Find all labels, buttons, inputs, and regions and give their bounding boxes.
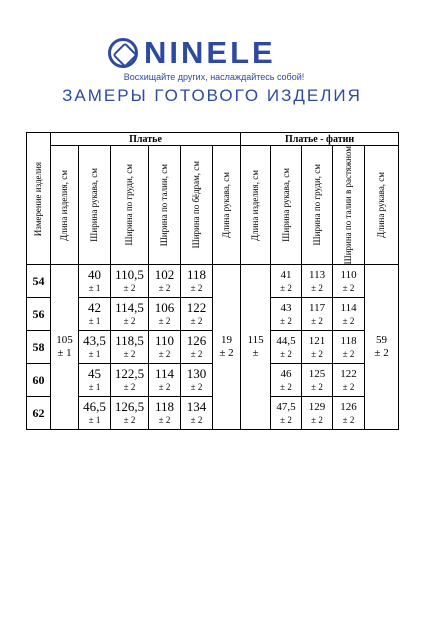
tulle-sleeve-length-cell-tolerance: ± 2 [374, 347, 389, 360]
tulle-sleeve-length-cell-value: 59 [376, 334, 388, 347]
cell-tolerance: ± 2 [311, 282, 323, 293]
column-header-label: Ширина по груди, см [311, 164, 322, 246]
group-dress-tulle: Платье - фатин [241, 133, 399, 146]
cell-tolerance: ± 1 [88, 382, 101, 393]
value-cell [111, 364, 149, 397]
cell-tolerance: ± 2 [158, 415, 171, 426]
value-cell [271, 364, 302, 397]
dress-length-cell-value: 105 [56, 334, 73, 347]
dress-length-cell [51, 265, 79, 430]
cell-value: 122 [186, 300, 207, 316]
cell-value: 130 [186, 366, 207, 382]
value-cell [271, 397, 302, 430]
column-header [181, 146, 213, 265]
size-cell: 62 [27, 397, 51, 430]
cell-tolerance: ± 2 [123, 382, 136, 393]
cell-value: 118 [154, 399, 175, 415]
cell-value: 47,5 [276, 400, 296, 413]
cell-tolerance: ± 2 [342, 282, 355, 293]
value-cell [181, 397, 213, 430]
value-cell [333, 265, 365, 298]
cell-tolerance: ± 2 [280, 381, 292, 392]
cell-value: 121 [308, 334, 326, 347]
size-cell: 60 [27, 364, 51, 397]
table-row [27, 265, 399, 298]
cell-tolerance: ± 2 [123, 316, 136, 327]
column-header [149, 146, 181, 265]
column-header-label: Ширина по талии, см [159, 164, 169, 247]
cell-value: 46,5 [83, 399, 106, 415]
cell-value: 44,5 [276, 334, 296, 347]
value-cell [333, 397, 365, 430]
cell-value: 125 [308, 367, 326, 380]
brand-name: NINELE [144, 35, 276, 70]
cell-tolerance: ± 2 [158, 349, 171, 360]
cell-tolerance: ± 2 [190, 283, 203, 294]
dress-length-cell-tolerance: ± 1 [57, 347, 72, 360]
value-cell [271, 265, 302, 298]
value-cell [111, 397, 149, 430]
value-cell [79, 331, 111, 364]
cell-value: 113 [308, 268, 326, 281]
column-header [51, 146, 79, 265]
dress-sleeve-length-cell-value: 19 [221, 334, 233, 347]
column-header-label: Ширина по бёдрам, см [191, 161, 201, 249]
column-header-label: Длина изделия, см [250, 169, 261, 241]
column-header [271, 146, 302, 265]
value-cell [111, 298, 149, 331]
value-cell [149, 397, 181, 430]
column-header [213, 146, 241, 265]
value-cell [111, 331, 149, 364]
column-header-label: Ширина рукава, см [280, 168, 291, 243]
value-cell [181, 265, 213, 298]
cell-value: 118 [340, 334, 357, 347]
tulle-length-cell-tolerance: ± [252, 347, 259, 360]
cell-tolerance: ± 2 [190, 316, 203, 327]
column-header-label: Длина рукава, см [376, 172, 387, 239]
column-header [302, 146, 333, 265]
cell-tolerance: ± 1 [88, 283, 101, 294]
cell-tolerance: ± 2 [158, 316, 171, 327]
cell-value: 102 [154, 267, 175, 283]
cell-value: 43 [280, 301, 292, 314]
column-header [111, 146, 149, 265]
cell-tolerance: ± 2 [280, 282, 292, 293]
ninele-logo-icon [108, 38, 138, 68]
cell-value: 41 [280, 268, 292, 281]
cell-tolerance: ± 2 [280, 315, 292, 326]
cell-tolerance: ± 2 [190, 349, 203, 360]
cell-tolerance: ± 2 [280, 414, 292, 425]
column-header-label: Ширина по груди, см [124, 164, 134, 246]
dress-sleeve-length-cell [213, 265, 241, 430]
value-cell [149, 298, 181, 331]
value-cell [149, 331, 181, 364]
cell-value: 110 [154, 333, 175, 349]
cell-value: 114 [154, 366, 175, 382]
cell-value: 129 [308, 400, 326, 413]
cell-tolerance: ± 2 [342, 315, 355, 326]
cell-tolerance: ± 2 [158, 382, 171, 393]
cell-tolerance: ± 2 [123, 283, 136, 294]
tulle-length-cell [241, 265, 271, 430]
size-header-cell [27, 133, 51, 265]
cell-value: 110 [340, 268, 357, 281]
cell-value: 122 [340, 367, 357, 380]
cell-tolerance: ± 2 [311, 348, 323, 359]
value-cell [79, 364, 111, 397]
cell-tolerance: ± 1 [88, 349, 101, 360]
dress-sleeve-length-cell-tolerance: ± 2 [219, 347, 234, 360]
cell-tolerance: ± 2 [342, 381, 355, 392]
value-cell [181, 364, 213, 397]
size-cell: 58 [27, 331, 51, 364]
column-header-label: Ширина по талии в растяжном [343, 146, 354, 265]
cell-tolerance: ± 2 [342, 414, 355, 425]
tulle-length-cell-value: 115 [247, 334, 264, 347]
cell-tolerance: ± 1 [88, 415, 101, 426]
value-cell [111, 265, 149, 298]
value-cell [181, 331, 213, 364]
cell-tolerance: ± 1 [88, 316, 101, 327]
size-cell: 54 [27, 265, 51, 298]
cell-value: 117 [308, 301, 326, 314]
group-dress: Платье [51, 133, 241, 146]
value-cell [79, 298, 111, 331]
column-header [333, 146, 365, 265]
cell-tolerance: ± 2 [123, 349, 136, 360]
value-cell [302, 331, 333, 364]
value-cell [149, 364, 181, 397]
value-cell [333, 364, 365, 397]
cell-tolerance: ± 2 [158, 283, 171, 294]
cell-tolerance: ± 2 [311, 381, 323, 392]
size-header: Измерение изделия [33, 161, 43, 236]
cell-value: 110,5 [115, 267, 144, 283]
value-cell [302, 298, 333, 331]
page-title: ЗАМЕРЫ ГОТОВОГО ИЗДЕЛИЯ [62, 86, 362, 105]
tulle-sleeve-length-cell [365, 265, 399, 430]
value-cell [302, 364, 333, 397]
column-header-label: Ширина рукава, см [89, 168, 99, 243]
column-header-label: Длина изделия, см [59, 169, 69, 241]
cell-value: 134 [186, 399, 207, 415]
cell-value: 46 [280, 367, 292, 380]
value-cell [302, 397, 333, 430]
value-cell [302, 265, 333, 298]
column-header [79, 146, 111, 265]
value-cell [79, 397, 111, 430]
column-header [241, 146, 271, 265]
cell-value: 106 [154, 300, 175, 316]
brand-slogan: Восхищайте других, наслаждайтесь собой! [123, 72, 305, 82]
cell-tolerance: ± 2 [311, 414, 323, 425]
cell-tolerance: ± 2 [190, 415, 203, 426]
cell-value: 45 [88, 366, 101, 382]
cell-value: 114 [340, 301, 357, 314]
value-cell [271, 298, 302, 331]
cell-value: 118 [186, 267, 207, 283]
value-cell [333, 298, 365, 331]
cell-value: 118,5 [115, 333, 144, 349]
cell-tolerance: ± 2 [190, 382, 203, 393]
cell-value: 126,5 [114, 399, 145, 415]
value-cell [181, 298, 213, 331]
brand-logo [108, 35, 320, 84]
cell-tolerance: ± 2 [342, 348, 355, 359]
cell-tolerance: ± 2 [311, 315, 323, 326]
cell-value: 40 [88, 267, 101, 283]
column-header [365, 146, 399, 265]
column-header-label: Длина рукава, см [221, 172, 232, 239]
cell-value: 42 [88, 300, 101, 316]
cell-value: 114,5 [115, 300, 144, 316]
value-cell [271, 331, 302, 364]
cell-tolerance: ± 2 [280, 348, 292, 359]
cell-value: 122,5 [114, 366, 145, 382]
cell-value: 126 [340, 400, 357, 413]
cell-tolerance: ± 2 [123, 415, 136, 426]
value-cell [333, 331, 365, 364]
value-cell [149, 265, 181, 298]
value-cell [79, 265, 111, 298]
cell-value: 126 [186, 333, 207, 349]
size-cell: 56 [27, 298, 51, 331]
cell-value: 43,5 [83, 333, 106, 349]
size-table [26, 132, 399, 430]
